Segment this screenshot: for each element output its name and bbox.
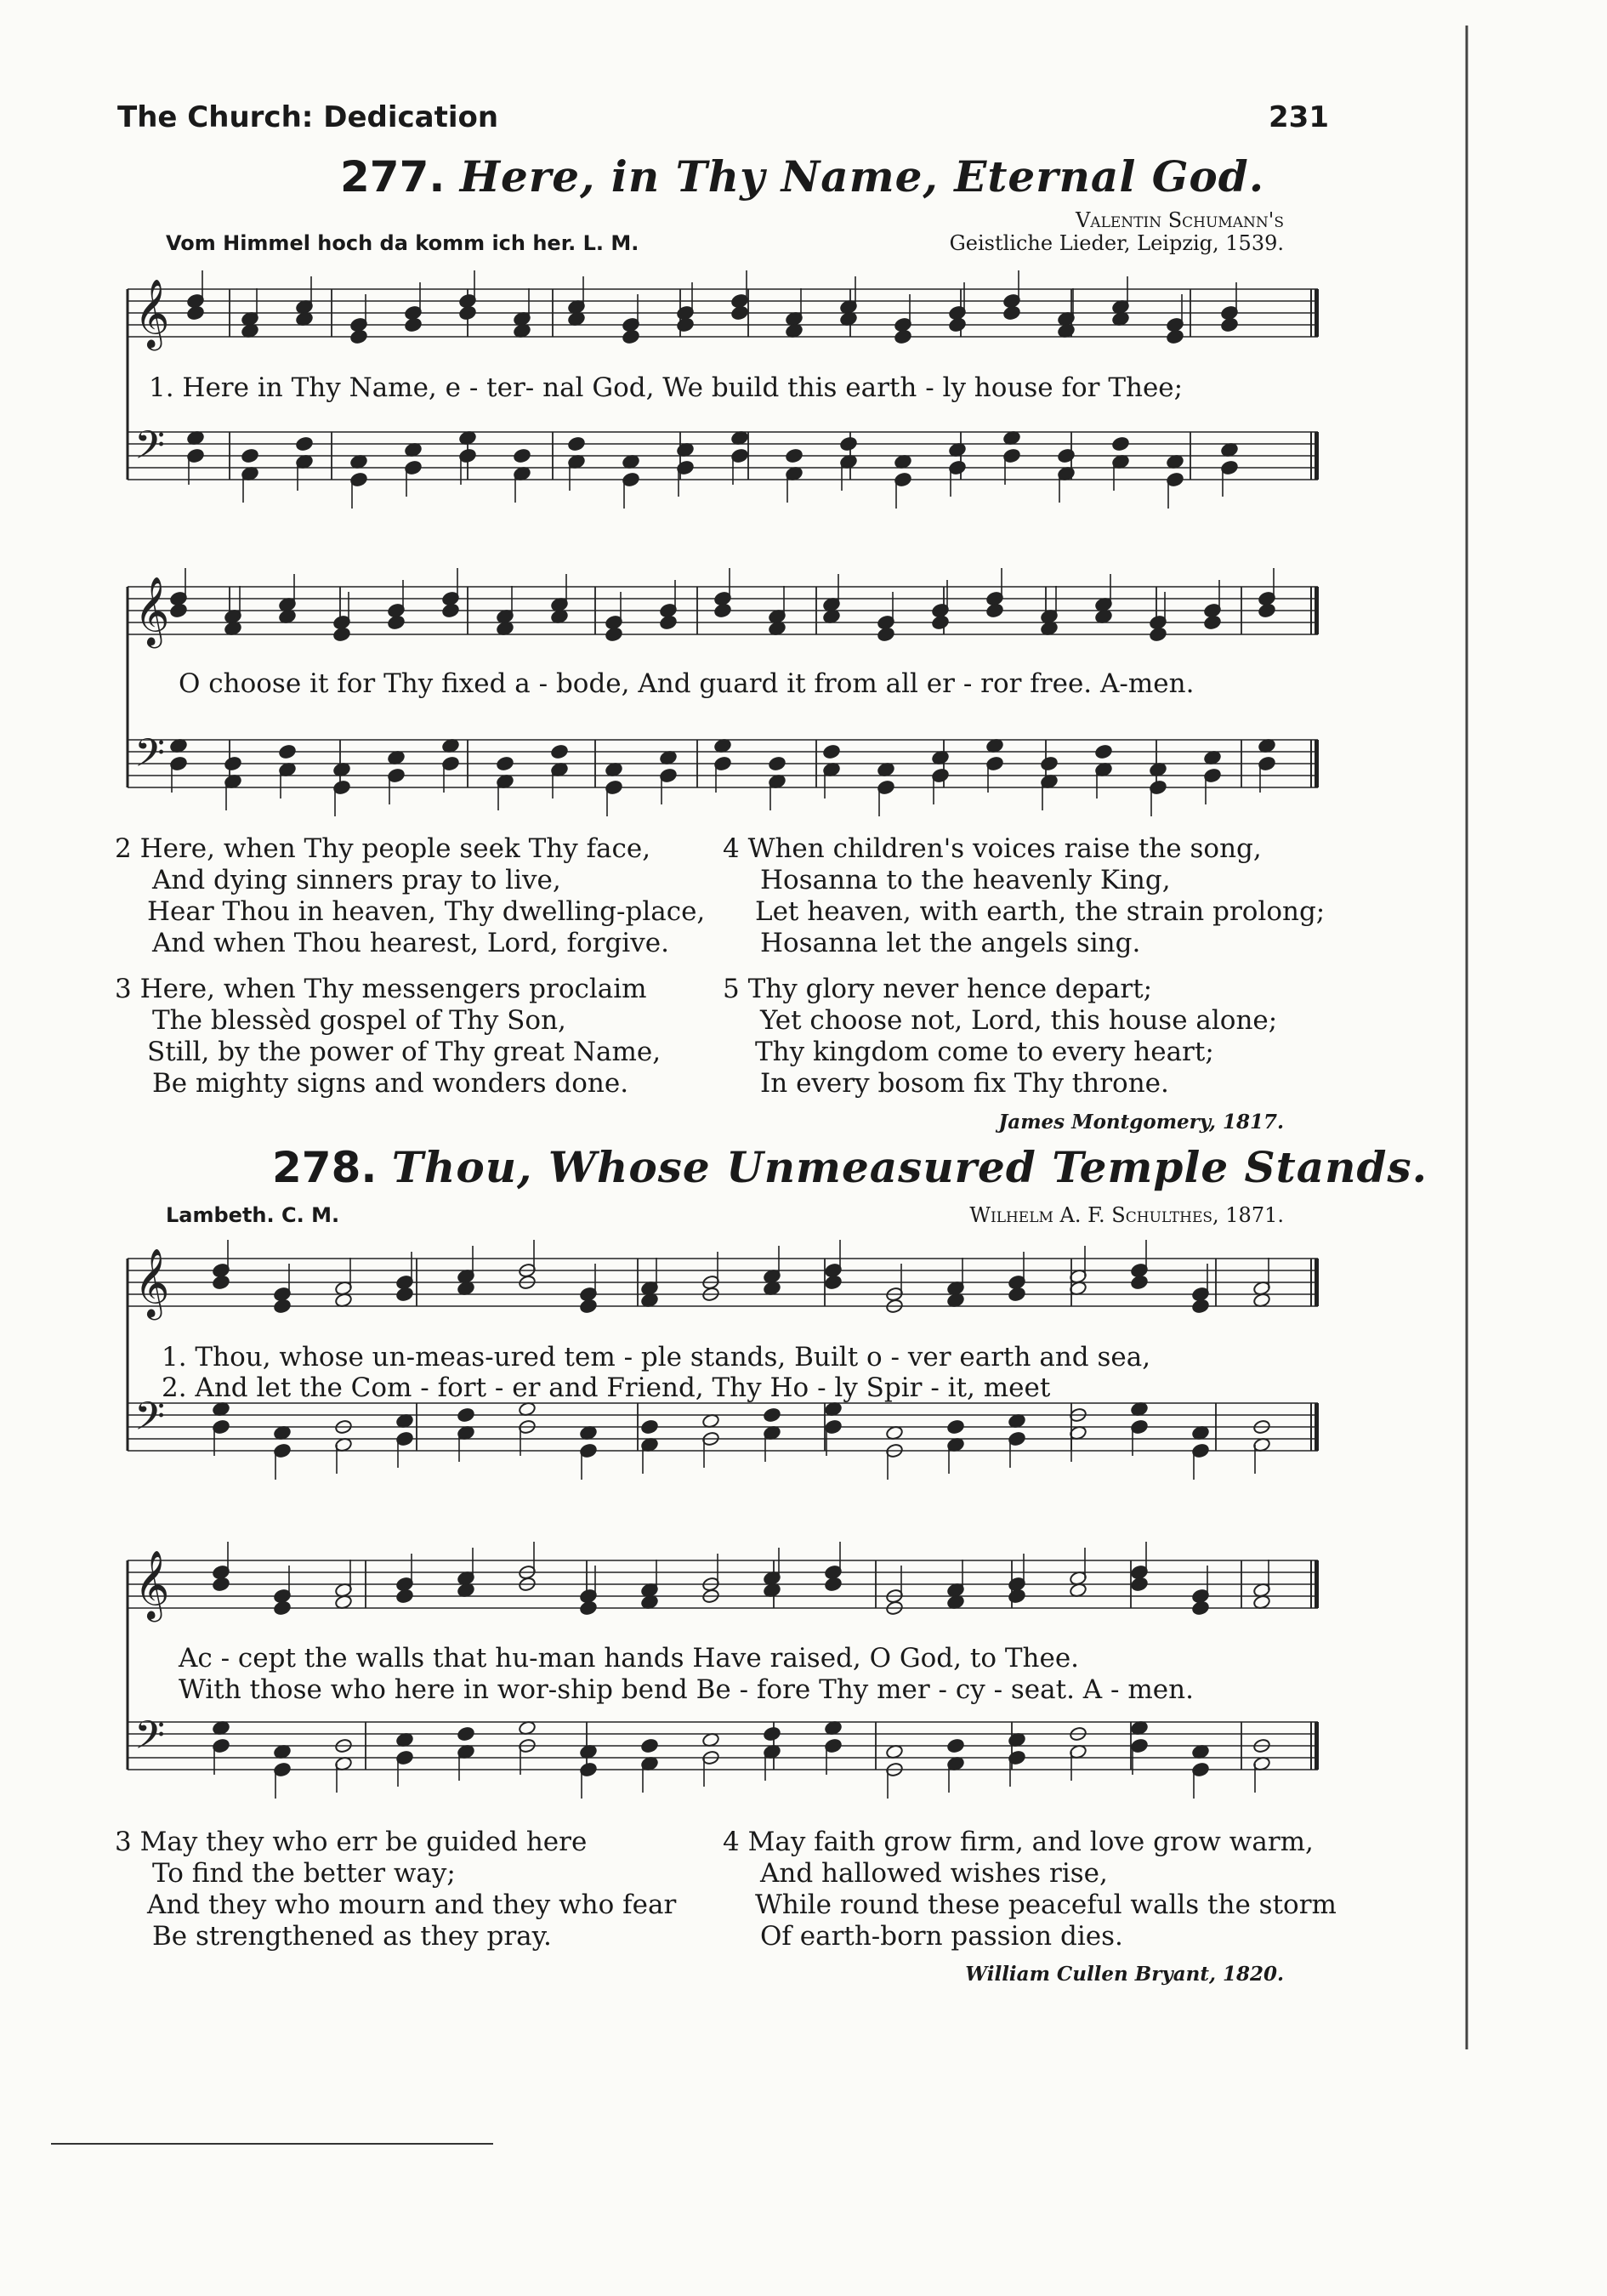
note-head <box>241 448 258 463</box>
stanza-line: Here, when Thy messengers proclaim <box>139 974 647 1004</box>
hymn-277-number: 277. <box>340 152 446 202</box>
bass-clef: 𝄢 <box>134 423 166 478</box>
stanza-line: The blessèd gospel of Thy Son, <box>152 1005 566 1036</box>
note-head <box>579 1600 597 1616</box>
treble-staff <box>128 270 1319 350</box>
treble-clef: 𝄞 <box>134 1247 170 1317</box>
note-head <box>404 317 422 332</box>
note-head <box>273 1299 291 1314</box>
note-head <box>824 1577 842 1592</box>
hymn-278-number: 278. <box>272 1143 378 1192</box>
final-barline <box>1315 1403 1319 1451</box>
stanza-line: And dying sinners pray to live, <box>152 865 561 895</box>
stanza-number: 4 <box>723 1827 740 1857</box>
stanza-line: Here, when Thy people seek Thy face, <box>139 833 651 864</box>
page-edge-shadow <box>1464 26 1469 2049</box>
footer-rule <box>51 2143 493 2145</box>
hymn-277-stanza-3 <box>115 974 661 1100</box>
note-head <box>186 305 204 321</box>
hymn-277-lyrics-line-1: 1. Here in Thy Name, e - ter- nal God, We build this earth - ly house for Thee; <box>149 372 1184 403</box>
note-head <box>640 1419 658 1435</box>
note-head <box>946 1419 964 1435</box>
note-head <box>395 1287 413 1302</box>
treble-clef: 𝄞 <box>134 1549 170 1619</box>
stanza-number: 3 <box>115 974 132 1004</box>
stanza-number: 2 <box>115 833 132 864</box>
hymn-277-stanza-4 <box>723 833 1325 959</box>
stanza-line: In every bosom fix Thy throne. <box>760 1068 1169 1099</box>
note-head <box>946 1738 964 1753</box>
hymn-278-composer: Wilhelm A. F. Schulthes, 1871. <box>969 1203 1284 1227</box>
note-head <box>948 317 966 332</box>
stanza-line: While round these peaceful walls the storm <box>755 1890 1337 1920</box>
note-head <box>877 627 894 642</box>
hymn-277-title-text: Here, in Thy Name, Eternal God. <box>459 151 1265 202</box>
stanza-line: Yet choose not, Lord, this house alone; <box>760 1005 1278 1036</box>
hymn-278-title <box>272 1142 1428 1192</box>
note-head <box>894 329 911 344</box>
note-head <box>713 603 731 618</box>
stanza-line: When children's voices raise the song, <box>747 833 1262 864</box>
final-barline <box>1315 289 1319 337</box>
note-head <box>395 1588 413 1604</box>
stanza-line: Thy glory never hence depart; <box>747 974 1153 1004</box>
hymn-277-stanza-2 <box>115 833 705 959</box>
bass-clef: 𝄢 <box>134 1394 166 1449</box>
note-head <box>763 1726 781 1742</box>
hymn-278-stanza-4 <box>723 1827 1337 1952</box>
hymn-277-title <box>340 151 1264 202</box>
note-head <box>1111 436 1129 452</box>
note-head <box>349 329 367 344</box>
note-head <box>458 305 476 321</box>
note-head <box>839 436 857 452</box>
stanza-line: And they who mourn and they who fear <box>147 1890 677 1920</box>
final-barline <box>1315 1560 1319 1608</box>
note-head <box>659 615 677 630</box>
note-head <box>224 756 241 771</box>
note-head <box>1002 305 1020 321</box>
bass-clef: 𝄢 <box>134 1713 166 1768</box>
note-head <box>457 1726 474 1742</box>
note-head <box>824 1275 842 1290</box>
stanza-line: Hosanna let the angels sing. <box>760 928 1141 958</box>
note-head <box>457 1407 474 1423</box>
page-number: 231 <box>1269 100 1329 134</box>
note-head <box>567 436 585 452</box>
hymn-278-lyrics-v2-line-1: 2. And let the Com - fort - er and Friend, Thy Ho - ly Spir - it, meet <box>162 1372 1051 1403</box>
stanza-line: May faith grow firm, and love grow warm, <box>747 1827 1314 1857</box>
treble-staff <box>128 1542 1319 1622</box>
note-head <box>730 305 748 321</box>
stanza-line: Thy kingdom come to every heart; <box>755 1037 1214 1067</box>
stanza-line: Let heaven, with earth, the strain prolong; <box>755 896 1326 927</box>
stanza-line: And hallowed wishes rise, <box>760 1858 1108 1889</box>
final-barline <box>1315 587 1319 634</box>
final-barline <box>1315 1722 1319 1770</box>
running-head: The Church: Dedication <box>117 100 499 134</box>
bass-staff <box>128 1713 1319 1799</box>
treble-staff <box>128 568 1319 648</box>
note-head <box>550 744 568 759</box>
stanza-line: Hosanna to the heavenly King, <box>760 865 1171 895</box>
hymn-278-tune: Lambeth. C. M. <box>166 1203 340 1227</box>
stanza-line: Still, by the power of Thy great Name, <box>147 1037 662 1067</box>
note-head <box>1008 1588 1025 1604</box>
treble-clef: 𝄞 <box>134 278 170 348</box>
note-head <box>1057 448 1075 463</box>
note-head <box>1040 756 1058 771</box>
note-head <box>1130 1275 1148 1290</box>
note-head <box>676 317 694 332</box>
hymn-278-author: William Cullen Bryant, 1820. <box>965 1963 1284 1986</box>
stanza-line: May they who err be guided here <box>139 1827 588 1857</box>
note-head <box>985 603 1003 618</box>
note-head <box>1130 1577 1148 1592</box>
note-head <box>1149 627 1167 642</box>
note-head <box>1008 1287 1025 1302</box>
final-barline <box>1315 740 1319 787</box>
note-head <box>640 1738 658 1753</box>
note-head <box>785 448 803 463</box>
final-barline <box>1315 432 1319 480</box>
note-head <box>1220 317 1238 332</box>
stanza-line: Be strengthened as they pray. <box>152 1921 552 1952</box>
bass-staff <box>128 730 1319 816</box>
stanza-number: 3 <box>115 1827 132 1857</box>
note-head <box>931 615 949 630</box>
note-head <box>295 436 313 452</box>
hymn-277-stanza-5 <box>723 974 1277 1100</box>
note-head <box>1191 1299 1209 1314</box>
stanza-line: Be mighty signs and wonders done. <box>152 1068 629 1099</box>
hymn-277-author: James Montgomery, 1817. <box>998 1111 1284 1134</box>
stanza-number: 4 <box>723 833 740 864</box>
bass-staff <box>128 1394 1319 1480</box>
stanza-number: 5 <box>723 974 740 1004</box>
note-head <box>273 1600 291 1616</box>
stanza-line: Hear Thou in heaven, Thy dwelling-place, <box>147 896 706 927</box>
note-head <box>513 448 531 463</box>
note-head <box>605 627 622 642</box>
note-head <box>1094 744 1112 759</box>
hymn-278-stanza-3 <box>115 1827 676 1952</box>
hymn-278-lyrics-v1-line-1: 1. Thou, whose un-meas-ured tem - ple stands, Built o - ver earth and sea, <box>162 1342 1151 1372</box>
treble-clef: 𝄞 <box>134 576 170 645</box>
note-head <box>579 1299 597 1314</box>
hymn-277-composer-line1: Valentin Schumann's <box>1075 208 1284 232</box>
hymn-278-title-text: Thou, Whose Unmeasured Temple Stands. <box>391 1142 1428 1192</box>
note-head <box>212 1577 230 1592</box>
hymn-278-lyrics-v2-line-2: With those who here in wor-ship bend Be - fore Thy mer - cy - seat. A - men. <box>179 1674 1194 1705</box>
note-head <box>332 627 350 642</box>
treble-staff <box>128 1240 1319 1320</box>
bass-clef: 𝄢 <box>134 730 166 786</box>
note-head <box>212 1275 230 1290</box>
stanza-line: To find the better way; <box>152 1858 456 1889</box>
hymn-277-composer-line2: Geistliche Lieder, Leipzig, 1539. <box>949 231 1284 255</box>
note-head <box>1191 1600 1209 1616</box>
stanza-line: Of earth-born passion dies. <box>760 1921 1123 1952</box>
hymn-277-lyrics-line-2: O choose it for Thy fixed a - bode, And guard it from all er - ror free. A-men. <box>179 668 1195 699</box>
final-barline <box>1315 1259 1319 1306</box>
note-head <box>278 744 296 759</box>
hymn-277-tune: Vom Himmel hoch da komm ich her. L. M. <box>166 231 639 255</box>
note-head <box>1258 603 1275 618</box>
bass-staff <box>128 423 1319 509</box>
note-head <box>622 329 639 344</box>
note-head <box>768 756 786 771</box>
note-head <box>763 1407 781 1423</box>
note-head <box>496 756 514 771</box>
note-head <box>441 603 459 618</box>
stanza-line: And when Thou hearest, Lord, forgive. <box>152 928 669 958</box>
note-head <box>822 744 840 759</box>
note-head <box>1166 329 1184 344</box>
note-head <box>1203 615 1221 630</box>
note-head <box>387 615 405 630</box>
hymn-278-lyrics-v1-line-2: Ac - cept the walls that hu-man hands Have raised, O God, to Thee. <box>179 1643 1080 1674</box>
note-head <box>169 603 187 618</box>
